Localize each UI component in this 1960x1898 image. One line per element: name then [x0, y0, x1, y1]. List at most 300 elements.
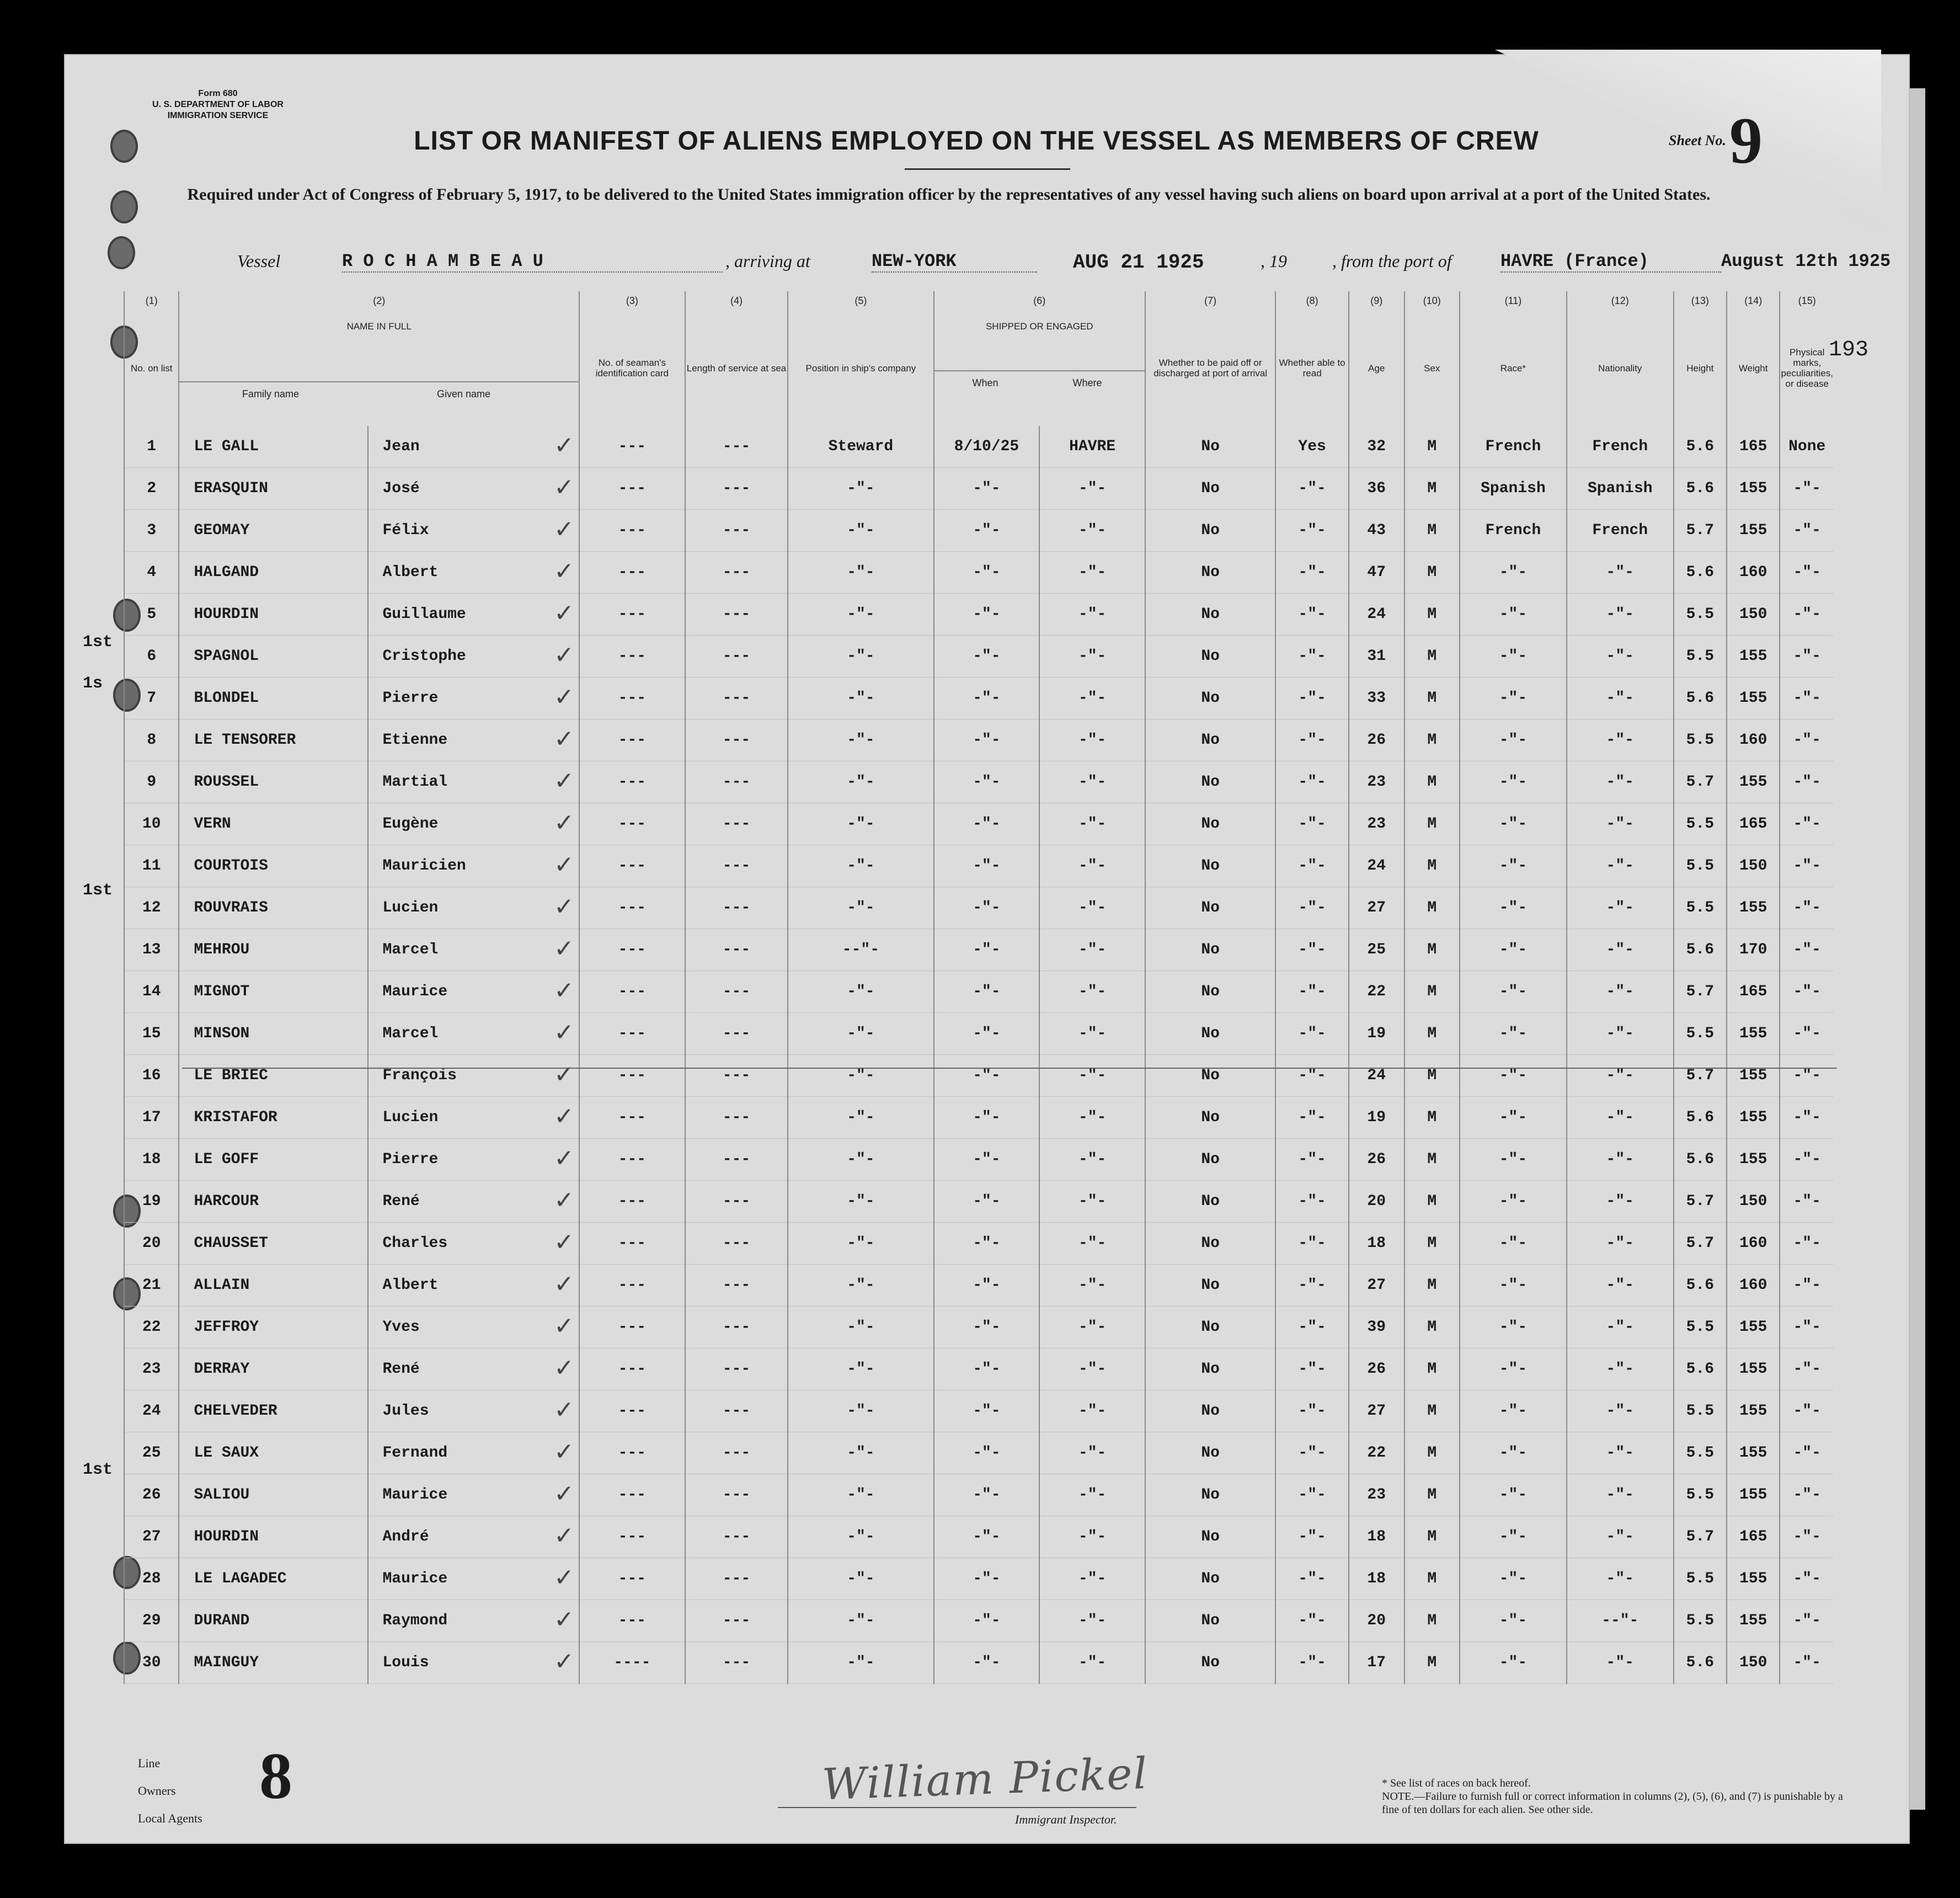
weight: 150: [1727, 1642, 1780, 1684]
row-number: 14: [124, 971, 179, 1013]
id-card: ---: [579, 1223, 685, 1265]
given-name: [368, 594, 579, 636]
length-service: ---: [685, 761, 788, 803]
family-name: CHELVEDER: [179, 1390, 367, 1432]
header-position: Position in ship's company: [788, 310, 933, 426]
id-card: ---: [579, 1013, 685, 1055]
id-card: ---: [579, 552, 685, 594]
physical-marks: -"-: [1780, 1348, 1834, 1390]
shipped-when: -"-: [934, 1097, 1040, 1139]
shipped-when: -"-: [934, 1139, 1040, 1181]
length-service: ---: [685, 1558, 788, 1600]
race: -"-: [1460, 1642, 1567, 1684]
table-row: [124, 929, 1834, 971]
nationality: -"-: [1567, 1348, 1674, 1390]
id-card: ---: [579, 1516, 685, 1558]
id-card: ---: [579, 636, 685, 678]
paid-off: No: [1145, 1181, 1275, 1223]
position: -"-: [788, 468, 933, 510]
weight: 155: [1727, 1097, 1780, 1139]
id-card: ---: [579, 1600, 685, 1642]
table-row: [124, 803, 1834, 845]
sex: M: [1404, 510, 1460, 552]
able-read: -"-: [1275, 1516, 1349, 1558]
family-name: MAINGUY: [179, 1642, 367, 1684]
height: 5.5: [1674, 1013, 1727, 1055]
nationality: -"-: [1567, 1432, 1674, 1474]
weight: 155: [1727, 678, 1780, 719]
family-name: HALGAND: [179, 552, 367, 594]
shipped-where: -"-: [1039, 1600, 1145, 1642]
height: 5.6: [1674, 468, 1727, 510]
physical-marks: -"-: [1780, 845, 1834, 887]
race: -"-: [1460, 1097, 1567, 1139]
physical-marks: -"-: [1780, 552, 1834, 594]
family-name: LE BRIEC: [179, 1055, 367, 1097]
physical-marks: -"-: [1780, 1013, 1834, 1055]
row-number: 11: [124, 845, 179, 887]
given-name-text: Lucien: [382, 899, 439, 916]
given-name: [368, 636, 579, 678]
header-sex: Sex: [1404, 310, 1460, 426]
row-number: 23: [124, 1348, 179, 1390]
length-service: ---: [685, 552, 788, 594]
shipped-when: -"-: [934, 1223, 1040, 1265]
paid-off: No: [1145, 1600, 1275, 1642]
length-service: ---: [685, 1139, 788, 1181]
paid-off: No: [1145, 1432, 1275, 1474]
table-row: [124, 1432, 1834, 1474]
given-name: [368, 1139, 579, 1181]
physical-marks: -"-: [1780, 1181, 1834, 1223]
length-service: ---: [685, 1642, 788, 1684]
id-card: ---: [579, 1265, 685, 1307]
height: 5.6: [1674, 678, 1727, 719]
length-service: ---: [685, 1265, 788, 1307]
length-service: ---: [685, 845, 788, 887]
height: 5.7: [1674, 971, 1727, 1013]
header-nationality: Nationality: [1567, 310, 1674, 426]
position: -"-: [788, 887, 933, 929]
shipped-when: -"-: [934, 1181, 1040, 1223]
age: 36: [1349, 468, 1404, 510]
given-name: [368, 1516, 579, 1558]
length-service: ---: [685, 887, 788, 929]
position: Steward: [788, 426, 933, 468]
margin-note: 1st: [83, 881, 113, 900]
given-name-text: René: [382, 1193, 420, 1210]
position: -"-: [788, 1139, 933, 1181]
header-age: Age: [1349, 310, 1404, 426]
height: 5.6: [1674, 552, 1727, 594]
check-icon: ✓: [554, 1438, 574, 1466]
from-port-label: , from the port of: [1332, 251, 1452, 271]
able-read: -"-: [1275, 1390, 1349, 1432]
table-row: [124, 468, 1834, 510]
sex: M: [1404, 761, 1460, 803]
physical-marks: -"-: [1780, 1642, 1834, 1684]
physical-marks: -"-: [1780, 594, 1834, 636]
shipped-where: -"-: [1039, 1432, 1145, 1474]
id-card: ----: [579, 1642, 685, 1684]
row-number: 12: [124, 887, 179, 929]
punch-hole: [108, 236, 135, 269]
nationality: -"-: [1567, 1013, 1674, 1055]
weight: 165: [1727, 426, 1780, 468]
race: -"-: [1460, 971, 1567, 1013]
id-card: ---: [579, 1432, 685, 1474]
height: 5.5: [1674, 1600, 1727, 1642]
header-physical: Physical marks, peculiarities, or disease: [1780, 310, 1834, 426]
family-name: ERASQUIN: [179, 468, 367, 510]
given-name-text: Yves: [382, 1319, 420, 1336]
id-card: ---: [579, 594, 685, 636]
length-service: ---: [685, 1181, 788, 1223]
family-name: HOURDIN: [179, 594, 367, 636]
row-number: 17: [124, 1097, 179, 1139]
position: -"-: [788, 1181, 933, 1223]
row-number: 5: [124, 594, 179, 636]
col-num: (5): [788, 291, 933, 310]
header-name-in-full: [179, 310, 579, 426]
given-name-text: Guillaume: [382, 606, 466, 623]
department-name: U. S. DEPARTMENT OF LABOR: [152, 100, 284, 109]
inspector-signature: William Pickel: [821, 1748, 1149, 1810]
able-read: -"-: [1275, 468, 1349, 510]
column-number-row: [124, 291, 1834, 310]
physical-marks: -"-: [1780, 1516, 1834, 1558]
given-name: [368, 510, 579, 552]
given-name: [368, 426, 579, 468]
check-icon: ✓: [554, 725, 574, 753]
paid-off: No: [1145, 761, 1275, 803]
shipped-when: -"-: [934, 1474, 1040, 1516]
year-label: , 19: [1261, 251, 1287, 271]
length-service: ---: [685, 971, 788, 1013]
family-name: LE GOFF: [179, 1139, 367, 1181]
given-name-text: Marcel: [382, 1025, 439, 1042]
sex: M: [1404, 887, 1460, 929]
table-row: [124, 971, 1834, 1013]
physical-marks: -"-: [1780, 1097, 1834, 1139]
weight: 150: [1727, 594, 1780, 636]
check-icon: ✓: [554, 851, 574, 879]
weight: 155: [1727, 1139, 1780, 1181]
paid-off: No: [1145, 1390, 1275, 1432]
age: 39: [1349, 1307, 1404, 1348]
position: -"-: [788, 1223, 933, 1265]
physical-marks: -"-: [1780, 1600, 1834, 1642]
height: 5.6: [1674, 929, 1727, 971]
paid-off: No: [1145, 1265, 1275, 1307]
family-name: DERRAY: [179, 1348, 367, 1390]
paid-off: No: [1145, 552, 1275, 594]
weight: 155: [1727, 1558, 1780, 1600]
col-num: (13): [1674, 291, 1727, 310]
margin-note: 1st: [83, 1460, 113, 1479]
where-label: Where: [1072, 377, 1102, 388]
col-num: (8): [1275, 291, 1349, 310]
paid-off: No: [1145, 426, 1275, 468]
col-num: (14): [1727, 291, 1780, 310]
given-name-text: Félix: [382, 522, 429, 539]
length-service: ---: [685, 719, 788, 761]
name-subheaders: [179, 381, 579, 399]
weight: 155: [1727, 468, 1780, 510]
height: 5.7: [1674, 1055, 1727, 1097]
shipped-when: -"-: [934, 636, 1040, 678]
row-number: 9: [124, 761, 179, 803]
paid-off: No: [1145, 636, 1275, 678]
table-row: [124, 552, 1834, 594]
id-card: ---: [579, 678, 685, 719]
family-name: LE GALL: [179, 426, 367, 468]
nationality: -"-: [1567, 1055, 1674, 1097]
race: -"-: [1460, 1181, 1567, 1223]
given-name-text: Maurice: [382, 1486, 448, 1504]
col-num: (4): [685, 291, 788, 310]
weight: 155: [1727, 1307, 1780, 1348]
check-icon: ✓: [554, 1144, 574, 1172]
shipped-where: -"-: [1039, 803, 1145, 845]
age: 24: [1349, 1055, 1404, 1097]
weight: 155: [1727, 1600, 1780, 1642]
nationality: -"-: [1567, 1223, 1674, 1265]
given-name: [368, 971, 579, 1013]
weight: 160: [1727, 1265, 1780, 1307]
sex: M: [1404, 1055, 1460, 1097]
given-name-text: Albert: [382, 1277, 439, 1294]
position: -"-: [788, 845, 933, 887]
table-row: [124, 1516, 1834, 1558]
age: 27: [1349, 1265, 1404, 1307]
race-footnote: * See list of races on back hereof.: [1382, 1777, 1531, 1789]
table-row: [124, 887, 1834, 929]
weight: 155: [1727, 636, 1780, 678]
height: 5.6: [1674, 1642, 1727, 1684]
height: 5.5: [1674, 636, 1727, 678]
table-row: [124, 1600, 1834, 1642]
weight: 160: [1727, 552, 1780, 594]
nationality: -"-: [1567, 1139, 1674, 1181]
position: -"-: [788, 971, 933, 1013]
requirement-text: Required under Act of Congress of February 5, 1917, to be delivered to the United States immigration officer by the representatives of any vessel having such aliens on board upon arrival at a port of the United States.: [187, 185, 1711, 204]
nationality: -"-: [1567, 845, 1674, 887]
shipped-when: -"-: [934, 1558, 1040, 1600]
paid-off: No: [1145, 594, 1275, 636]
check-icon: ✓: [554, 641, 574, 669]
length-service: ---: [685, 1013, 788, 1055]
weight: 160: [1727, 719, 1780, 761]
height: 5.7: [1674, 761, 1727, 803]
strike-line: [182, 1068, 1837, 1069]
age: 20: [1349, 1181, 1404, 1223]
paid-off: No: [1145, 719, 1275, 761]
table-row: [124, 1642, 1834, 1684]
sex: M: [1404, 719, 1460, 761]
given-name: [368, 887, 579, 929]
race: -"-: [1460, 1558, 1567, 1600]
able-read: -"-: [1275, 678, 1349, 719]
length-service: ---: [685, 1432, 788, 1474]
age: 17: [1349, 1642, 1404, 1684]
position: -"-: [788, 636, 933, 678]
given-name: [368, 929, 579, 971]
age: 24: [1349, 845, 1404, 887]
able-read: -"-: [1275, 803, 1349, 845]
check-icon: ✓: [554, 683, 574, 711]
col-num: (12): [1567, 291, 1674, 310]
shipped-where: -"-: [1039, 1558, 1145, 1600]
check-icon: ✓: [554, 1522, 574, 1550]
given-name-text: René: [382, 1361, 420, 1378]
given-name-text: Eugène: [382, 815, 439, 833]
given-name-text: José: [382, 480, 420, 497]
age: 47: [1349, 552, 1404, 594]
age: 23: [1349, 803, 1404, 845]
physical-marks: -"-: [1780, 1432, 1834, 1474]
id-card: ---: [579, 761, 685, 803]
race: -"-: [1460, 594, 1567, 636]
race: -"-: [1460, 1307, 1567, 1348]
age: 23: [1349, 761, 1404, 803]
shipped-where: -"-: [1039, 971, 1145, 1013]
position: -"-: [788, 719, 933, 761]
row-number: 3: [124, 510, 179, 552]
family-name: COURTOIS: [179, 845, 367, 887]
row-number: 4: [124, 552, 179, 594]
race: -"-: [1460, 1474, 1567, 1516]
row-number: 22: [124, 1307, 179, 1348]
paid-off: No: [1145, 1516, 1275, 1558]
given-name: [368, 468, 579, 510]
sex: M: [1404, 1432, 1460, 1474]
id-card: ---: [579, 929, 685, 971]
row-number: 1: [124, 426, 179, 468]
age: 18: [1349, 1516, 1404, 1558]
check-icon: ✓: [554, 1564, 574, 1592]
table-row: [124, 1558, 1834, 1600]
able-read: -"-: [1275, 929, 1349, 971]
height: 5.5: [1674, 1432, 1727, 1474]
row-number: 7: [124, 678, 179, 719]
inspector-label: Immigrant Inspector.: [1015, 1812, 1117, 1826]
family-name: CHAUSSET: [179, 1223, 367, 1265]
row-number: 10: [124, 803, 179, 845]
nationality: -"-: [1567, 1390, 1674, 1432]
weight: 155: [1727, 761, 1780, 803]
shipped-where: -"-: [1039, 1013, 1145, 1055]
physical-marks: -"-: [1780, 510, 1834, 552]
length-service: ---: [685, 1055, 788, 1097]
shipped-where: -"-: [1039, 1265, 1145, 1307]
table-row: [124, 636, 1834, 678]
col-num: (10): [1404, 291, 1460, 310]
race: -"-: [1460, 887, 1567, 929]
length-service: ---: [685, 1097, 788, 1139]
row-number: 15: [124, 1013, 179, 1055]
col-num: (3): [579, 291, 685, 310]
table-row: [124, 510, 1834, 552]
physical-marks: -"-: [1780, 1474, 1834, 1516]
shipped-where: -"-: [1039, 1474, 1145, 1516]
family-name: HARCOUR: [179, 1181, 367, 1223]
paid-off: No: [1145, 1558, 1275, 1600]
header-row: [124, 310, 1834, 426]
sex: M: [1404, 1139, 1460, 1181]
able-read: -"-: [1275, 845, 1349, 887]
position: -"-: [788, 1642, 933, 1684]
physical-marks: -"-: [1780, 1265, 1834, 1307]
height: 5.5: [1674, 719, 1727, 761]
shipped-when: -"-: [934, 803, 1040, 845]
race: -"-: [1460, 1516, 1567, 1558]
able-read: -"-: [1275, 1139, 1349, 1181]
physical-marks: -"-: [1780, 636, 1834, 678]
physical-marks: -"-: [1780, 887, 1834, 929]
header-race: Race*: [1460, 310, 1567, 426]
id-card: ---: [579, 845, 685, 887]
row-number: 27: [124, 1516, 179, 1558]
length-service: ---: [685, 1390, 788, 1432]
physical-marks: -"-: [1780, 1223, 1834, 1265]
length-service: ---: [685, 636, 788, 678]
sex: M: [1404, 1600, 1460, 1642]
sex: M: [1404, 1223, 1460, 1265]
position: -"-: [788, 510, 933, 552]
height: 5.6: [1674, 1265, 1727, 1307]
age: 32: [1349, 426, 1404, 468]
sheet-label: Sheet No.: [1669, 132, 1726, 148]
shipped-when: -"-: [934, 1348, 1040, 1390]
shipped-label: SHIPPED OR ENGAGED: [985, 321, 1093, 332]
shipped-when: -"-: [934, 1055, 1040, 1097]
table-row: [124, 845, 1834, 887]
age: 18: [1349, 1223, 1404, 1265]
nationality: -"-: [1567, 1558, 1674, 1600]
shipped-where: -"-: [1039, 1139, 1145, 1181]
shipped-where: -"-: [1039, 636, 1145, 678]
given-name-text: Pierre: [382, 1151, 439, 1168]
family-name: LE SAUX: [179, 1432, 367, 1474]
weight: 155: [1727, 1348, 1780, 1390]
able-read: -"-: [1275, 887, 1349, 929]
sex: M: [1404, 636, 1460, 678]
id-card: ---: [579, 510, 685, 552]
shipped-when: -"-: [934, 1432, 1040, 1474]
weight: 155: [1727, 510, 1780, 552]
given-name-text: Etienne: [382, 732, 448, 749]
page-title: LIST OR MANIFEST OF ALIENS EMPLOYED ON THE VESSEL AS MEMBERS OF CREW: [414, 126, 1539, 156]
form-identifier: [138, 88, 298, 121]
weight: 155: [1727, 1055, 1780, 1097]
position: -"-: [788, 761, 933, 803]
able-read: -"-: [1275, 761, 1349, 803]
age: 23: [1349, 1474, 1404, 1516]
sex: M: [1404, 1558, 1460, 1600]
shipped-where: -"-: [1039, 1097, 1145, 1139]
age: 18: [1349, 1558, 1404, 1600]
given-name: [368, 803, 579, 845]
row-number: 19: [124, 1181, 179, 1223]
given-name: [368, 1055, 579, 1097]
length-service: ---: [685, 1600, 788, 1642]
shipped-when: 8/10/25: [934, 426, 1040, 468]
given-name: [368, 1432, 579, 1474]
shipped-when: -"-: [934, 1265, 1040, 1307]
name-in-full-label: NAME IN FULL: [346, 321, 412, 332]
height: 5.5: [1674, 845, 1727, 887]
